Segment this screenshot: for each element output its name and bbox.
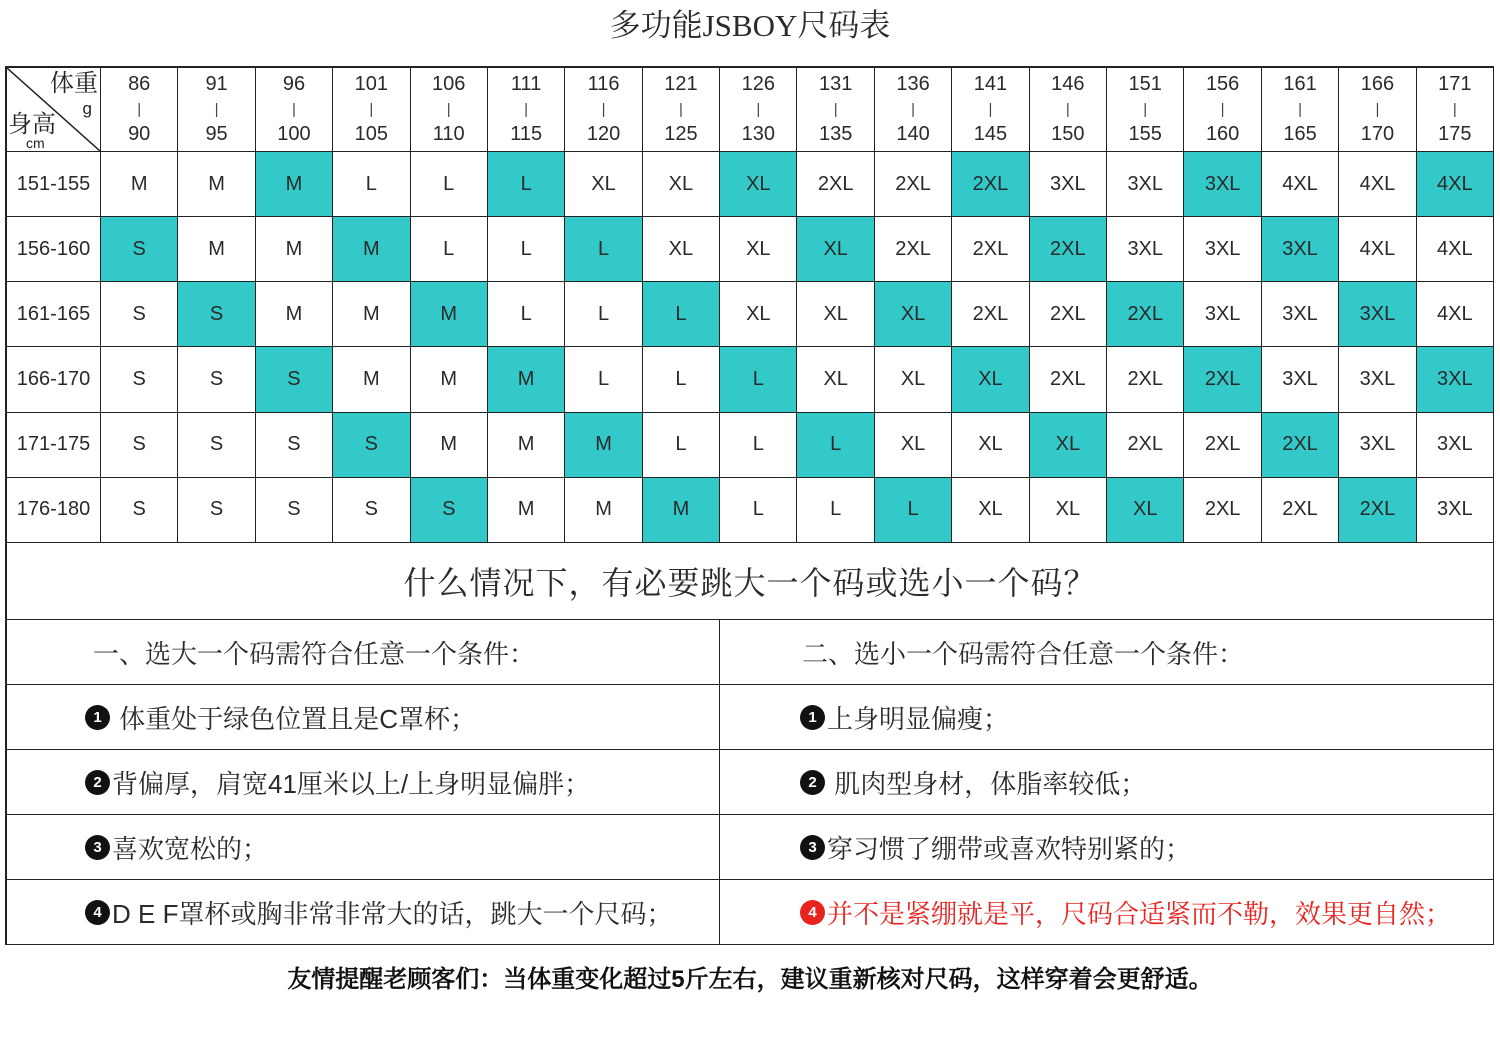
condition-text: 背偏厚，肩宽41厘米以上/上身明显偏胖； [112,768,591,799]
size-cell: M [178,217,255,282]
weight-range-from: 156 [1205,73,1240,95]
size-cell: XL [565,152,642,217]
advice-table [5,620,1494,945]
condition-text: 喜欢宽松的； [112,833,269,864]
weight-range-from: 106 [432,73,466,95]
weight-range-from: 131 [818,73,853,95]
weight-range-from: 86 [128,73,151,95]
condition-item [720,750,1493,815]
size-cell: S [178,347,255,412]
size-cell: S [178,478,255,543]
weight-range-from: 96 [282,73,306,95]
weight-range-to: 175 [1438,123,1472,145]
size-cell: 2XL [797,152,874,217]
range-separator: | [1375,101,1380,118]
range-separator: | [911,101,916,118]
weight-range-from: 161 [1283,73,1317,95]
weight-range-header [1184,68,1261,152]
size-cell: M [488,413,565,478]
corner-header-cell [7,68,101,152]
size-cell: S [256,413,333,478]
section-heading: 一、选大一个码需符合任意一个条件： [7,620,719,685]
size-cell: XL [720,217,797,282]
size-cell: XL [643,217,720,282]
size-cell-highlighted: S [333,413,410,478]
weight-range-to: 115 [510,123,543,145]
weight-unit-label: g [82,99,92,118]
size-cell-highlighted: M [411,282,488,347]
size-cell: 3XL [1262,347,1339,412]
weight-range-to: 105 [354,123,389,145]
size-cell-highlighted: 4XL [1417,152,1494,217]
size-cell: M [565,478,642,543]
weight-range-from: 146 [1051,73,1085,95]
size-cell: L [797,478,874,543]
range-separator: | [678,101,683,118]
size-cell: L [488,217,565,282]
size-cell-highlighted: M [256,152,333,217]
weight-range-header [952,68,1029,152]
size-cell: L [720,478,797,543]
page-title: 多功能JSBOY尺码表 [609,8,891,43]
size-cell: L [643,413,720,478]
size-cell: L [720,413,797,478]
condition-item [720,880,1493,945]
size-cell-highlighted: XL [1107,478,1184,543]
weight-range-to: 155 [1128,123,1162,145]
condition-item [720,685,1493,750]
size-cell: 2XL [1030,282,1107,347]
size-cell-highlighted: L [875,478,952,543]
size-cell-highlighted: L [488,152,565,217]
height-unit-label: cm [26,135,45,151]
weight-range-from: 126 [741,73,775,95]
range-separator: | [833,101,838,118]
condition-item [7,880,719,945]
size-cell-highlighted: 2XL [952,152,1029,217]
size-cell: 4XL [1339,217,1416,282]
weight-range-from: 116 [587,73,620,95]
range-separator: | [601,101,606,118]
size-cell: M [178,152,255,217]
range-separator: | [524,101,529,118]
size-cell-highlighted: S [411,478,488,543]
height-axis-label: 身高 [8,111,56,138]
size-cell-highlighted: M [643,478,720,543]
size-cell: 2XL [1107,413,1184,478]
condition-item [7,750,719,815]
size-cell-highlighted: 3XL [1262,217,1339,282]
weight-range-to: 140 [896,123,930,145]
weight-range-to: 150 [1051,123,1085,145]
size-cell-highlighted: 2XL [1107,282,1184,347]
weight-range-header [565,68,642,152]
size-cell: 4XL [1262,152,1339,217]
size-cell-highlighted: S [256,347,333,412]
range-separator: | [1065,101,1070,118]
number-badge-icon: 3 [800,835,825,860]
weight-range-to: 145 [973,123,1008,145]
size-cell-highlighted: XL [1030,413,1107,478]
size-cell: S [256,478,333,543]
size-cell: 3XL [1184,282,1261,347]
weight-range-header [411,68,488,152]
weight-range-header [875,68,952,152]
size-cell: XL [875,413,952,478]
size-cell-highlighted: XL [797,217,874,282]
size-cell-highlighted: XL [952,347,1029,412]
size-cell: L [411,152,488,217]
size-cell: 3XL [1107,217,1184,282]
range-separator: | [1298,101,1302,118]
size-cell-highlighted: XL [720,152,797,217]
number-badge-icon: 2 [800,770,825,795]
size-cell: 3XL [1262,282,1339,347]
condition-text: D E F罩杯或胸非常非常大的话，跳大一个尺码； [112,898,673,929]
size-chart-table [5,66,1494,543]
weight-range-header [333,68,410,152]
size-cell: M [101,152,178,217]
size-cell: M [488,478,565,543]
weight-range-to: 90 [128,123,151,145]
section-heading: 二、选小一个码需符合任意一个条件： [720,620,1493,685]
size-cell: S [101,478,178,543]
weight-range-from: 111 [510,73,542,95]
weight-range-header [178,68,255,152]
size-cell: 2XL [952,217,1029,282]
size-cell: XL [797,347,874,412]
size-cell: 3XL [1417,478,1494,543]
height-range-cell: 176-180 [7,478,101,543]
size-cell-highlighted: L [720,347,797,412]
size-cell: XL [1030,478,1107,543]
weight-range-to: 95 [205,123,228,145]
size-cell: 4XL [1339,152,1416,217]
size-cell: 2XL [1107,347,1184,412]
size-cell: XL [720,282,797,347]
size-cell: 2XL [875,217,952,282]
weight-range-from: 91 [205,73,228,95]
size-cell-highlighted: S [178,282,255,347]
weight-range-to: 120 [586,123,621,145]
number-badge-icon: 1 [85,705,110,730]
weight-range-header [1262,68,1339,152]
size-cell-highlighted: L [565,217,642,282]
weight-range-to: 135 [818,123,853,145]
weight-range-to: 125 [664,123,698,145]
size-cell: 3XL [1339,347,1416,412]
height-range-cell: 166-170 [7,347,101,412]
size-cell-highlighted: 2XL [1030,217,1107,282]
size-cell: S [101,347,178,412]
weight-range-header [488,68,565,152]
weight-range-header [1417,68,1494,152]
size-down-column [720,620,1494,945]
weight-range-to: 170 [1360,123,1395,145]
number-badge-icon: 4 [800,900,825,925]
size-cell: L [565,282,642,347]
weight-range-to: 130 [741,123,775,145]
range-separator: | [756,101,761,118]
range-separator: | [137,101,142,118]
size-cell-highlighted: XL [875,282,952,347]
weight-range-header [1107,68,1184,152]
condition-item [7,685,719,750]
weight-range-from: 166 [1360,73,1395,95]
weight-range-from: 101 [354,73,389,95]
size-cell: M [256,282,333,347]
size-cell: 2XL [1262,478,1339,543]
condition-text: 体重处于绿色位置且是C罩杯； [112,703,477,734]
range-separator: | [1143,101,1148,118]
range-separator: | [446,101,451,118]
size-cell: 3XL [1417,413,1494,478]
range-separator: | [988,101,993,118]
size-up-column [7,620,720,945]
condition-text: 穿习惯了绷带或喜欢特别紧的； [827,833,1192,864]
range-separator: | [369,101,374,118]
size-cell: 2XL [875,152,952,217]
size-cell: L [411,217,488,282]
size-cell: M [333,282,410,347]
size-cell-highlighted: S [101,217,178,282]
height-range-cell: 161-165 [7,282,101,347]
weight-range-header [797,68,874,152]
size-cell: L [333,152,410,217]
condition-text: 肌肉型身材，体脂率较低； [827,768,1147,799]
size-cell-highlighted: 3XL [1417,347,1494,412]
size-cell-highlighted: M [488,347,565,412]
size-cell: 4XL [1417,282,1494,347]
height-range-cell: 156-160 [7,217,101,282]
size-cell: L [488,282,565,347]
size-cell: XL [952,478,1029,543]
size-cell: M [411,347,488,412]
range-separator: | [292,101,296,118]
size-cell-highlighted: M [333,217,410,282]
number-badge-icon: 2 [85,770,110,795]
condition-text: 上身明显偏瘦； [827,703,1010,734]
weight-range-header [643,68,720,152]
height-range-cell: 151-155 [7,152,101,217]
weight-range-from: 141 [973,73,1008,95]
advice-question: 什么情况下，有必要跳大一个码或选小一个码？ [5,543,1494,620]
size-cell: 3XL [1107,152,1184,217]
size-cell: S [101,282,178,347]
size-cell-highlighted: 2XL [1262,413,1339,478]
weight-range-header [720,68,797,152]
size-cell: XL [797,282,874,347]
size-cell: S [101,413,178,478]
size-cell: 4XL [1417,217,1494,282]
range-separator: | [1452,101,1457,118]
condition-item [7,815,719,880]
condition-text: 并不是紧绷就是平，尺码合适紧而不勒，效果更自然； [827,898,1452,929]
size-cell: S [178,413,255,478]
weight-range-header [101,68,178,152]
range-separator: | [1220,101,1225,118]
weight-range-from: 121 [664,73,698,95]
range-separator: | [214,101,219,118]
size-cell-highlighted: L [643,282,720,347]
number-badge-icon: 3 [85,835,110,860]
weight-range-header [1030,68,1107,152]
weight-range-from: 151 [1128,73,1162,95]
size-cell: 2XL [1184,413,1261,478]
size-cell: 3XL [1030,152,1107,217]
number-badge-icon: 1 [800,705,825,730]
weight-range-from: 136 [896,73,930,95]
size-cell: XL [875,347,952,412]
size-cell: L [643,347,720,412]
number-badge-icon: 4 [85,900,110,925]
size-cell-highlighted: 3XL [1184,152,1261,217]
size-cell-highlighted: L [797,413,874,478]
weight-range-to: 160 [1205,123,1240,145]
size-cell: M [333,347,410,412]
size-cell: 3XL [1339,413,1416,478]
size-cell: 2XL [1030,347,1107,412]
size-cell-highlighted: 2XL [1339,478,1416,543]
reminder-note: 友情提醒老顾客们：当体重变化超过5斤左右，建议重新核对尺码，这样穿着会更舒适。 [287,966,1213,993]
weight-range-from: 171 [1438,73,1472,95]
condition-item [720,815,1493,880]
height-range-cell: 171-175 [7,413,101,478]
size-cell: M [411,413,488,478]
size-cell: XL [952,413,1029,478]
size-cell: XL [643,152,720,217]
size-cell-highlighted: 3XL [1339,282,1416,347]
weight-range-header [1339,68,1416,152]
size-cell-highlighted: M [565,413,642,478]
size-cell: 2XL [952,282,1029,347]
weight-range-header [256,68,333,152]
weight-axis-label: 体重 [50,70,98,97]
size-cell: S [333,478,410,543]
size-cell: 3XL [1184,217,1261,282]
size-cell: L [565,347,642,412]
size-cell: M [256,217,333,282]
size-cell-highlighted: 2XL [1184,347,1261,412]
size-cell: 2XL [1184,478,1261,543]
weight-range-to: 110 [432,123,465,145]
weight-range-to: 100 [277,123,311,145]
weight-range-to: 165 [1283,123,1317,145]
